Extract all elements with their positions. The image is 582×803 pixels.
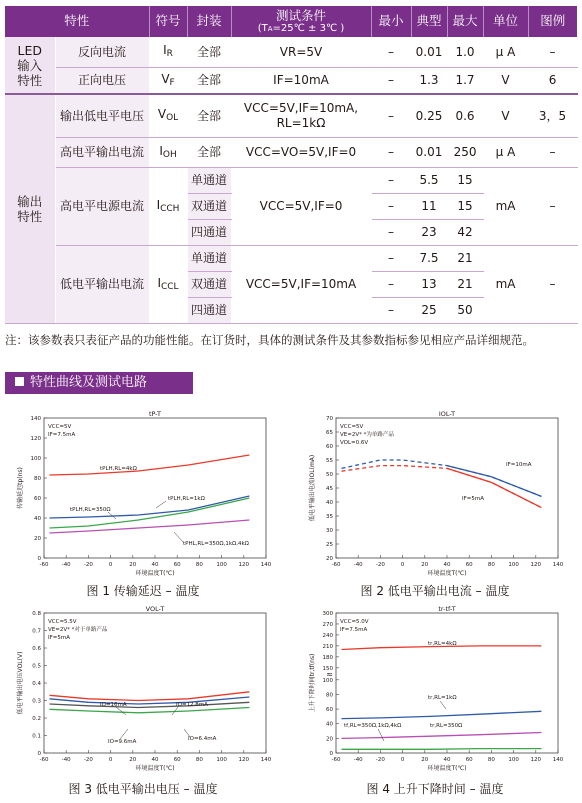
label-leader	[116, 707, 126, 715]
fig-cell: –	[528, 137, 577, 167]
fig-cell: –	[528, 245, 577, 323]
x-tick-label: -20	[83, 562, 93, 568]
x-tick-label: 40	[443, 757, 451, 763]
chart-title: tP-T	[148, 410, 162, 418]
series-label: tPHL,RL=350Ω,1kΩ,4kΩ	[183, 541, 249, 547]
x-tick-label: 20	[129, 562, 137, 568]
y-tick-label: 210	[322, 643, 333, 650]
chart-propagation-delay	[8, 408, 278, 580]
series-label: IF=5mA	[462, 496, 485, 502]
pkg-cell: 单通道	[187, 245, 231, 271]
y-tick-label: 60	[326, 707, 333, 714]
y-tick-label: 45	[326, 486, 333, 492]
y-tick-label: 65	[326, 430, 333, 436]
series-label: tPLH,RL=350Ω	[70, 507, 111, 513]
condition-label: IF=5mA	[48, 635, 71, 641]
y-tick-label: 30	[326, 528, 333, 534]
typ-cell: 13	[411, 271, 447, 297]
param-ioh: 高电平输出电流	[55, 137, 149, 167]
sym-vol: VOL	[149, 94, 187, 137]
chart-title: tr-tf-T	[438, 605, 456, 613]
x-tick-label: 80	[487, 757, 495, 763]
x-tick-label: 20	[421, 562, 429, 568]
chart-svg	[300, 408, 570, 580]
x-tick-label: 120	[530, 757, 542, 763]
x-tick-label: 120	[530, 562, 542, 568]
x-axis-label: 环境温度T(℃)	[427, 570, 467, 577]
x-tick-label: 60	[465, 757, 473, 763]
y-tick-label: 120	[30, 436, 41, 442]
header-symbol: 符号	[149, 6, 187, 37]
min-cell: –	[371, 67, 411, 94]
y-tick-label: 180	[322, 654, 333, 661]
series-label: tr,RL=4kΩ	[428, 641, 457, 647]
min-cell: –	[371, 137, 411, 167]
min-cell: –	[371, 193, 411, 219]
x-tick-label: 40	[151, 562, 159, 568]
sym-iccl: ICCL	[149, 245, 187, 323]
x-tick-label: 100	[216, 757, 227, 763]
header-conditions-sub: (TA=25℃ ± 3℃ )	[257, 22, 345, 34]
x-tick-label: -20	[375, 757, 385, 763]
param-icch: 高电平电源电流	[55, 167, 149, 245]
max-cell: 1.0	[447, 37, 483, 67]
y-tick-label: 0.1	[32, 733, 41, 740]
sym-ir: IR	[149, 37, 187, 67]
header-min: 最小	[371, 6, 411, 37]
section-banner	[5, 372, 193, 394]
max-cell: 15	[447, 167, 483, 193]
caption-fig1: 图 1 传输延迟 – 温度	[86, 584, 200, 598]
y-tick-label: 240	[322, 632, 333, 639]
max-cell: 21	[447, 245, 483, 271]
chart-svg	[8, 408, 278, 580]
plot-frame	[336, 613, 558, 753]
y-tick-label: 270	[322, 621, 333, 628]
caption-fig4: 图 4 上升下降时间 – 温度	[366, 782, 504, 796]
pkg-cell: 全部	[187, 37, 231, 67]
condition-label: VCC=5V	[340, 424, 364, 430]
y-tick-label: 0	[329, 751, 333, 757]
unit-cell: μ A	[483, 137, 528, 167]
label-leader	[156, 501, 166, 508]
caption-fig2: 图 2 低电平输出电流 – 温度	[360, 584, 510, 598]
series-label: tPLH,RL=1kΩ	[168, 496, 205, 502]
label-leader	[174, 532, 183, 542]
typ-cell: 11	[411, 193, 447, 219]
chart-low-level-output-voltage	[8, 603, 278, 775]
series-label: tPLH,RL=4kΩ	[100, 466, 137, 472]
typ-cell: 23	[411, 219, 447, 245]
x-tick-label: 120	[238, 757, 250, 763]
x-tick-label: 0	[400, 757, 405, 763]
max-cell: 21	[447, 271, 483, 297]
x-tick-label: 80	[195, 562, 203, 568]
pkg-cell: 双通道	[187, 271, 231, 297]
x-axis-label: 环境温度T(℃)	[135, 570, 175, 577]
series-label: IO=9.6mA	[108, 739, 137, 745]
condition-label: VCC=5V	[48, 424, 72, 430]
table-note: 注：该参数表只表征产品的功能性能。在订货时，具体的测试条件及其参数指标参见相应产品详细规范。	[5, 333, 534, 347]
y-tick-label: 80	[34, 476, 41, 482]
typ-cell: 0.01	[411, 137, 447, 167]
x-tick-label: 140	[552, 757, 564, 763]
pkg-cell: 四通道	[187, 297, 231, 323]
chart-svg	[300, 603, 570, 775]
x-tick-label: -40	[353, 757, 363, 763]
y-tick-label: 70	[326, 416, 333, 422]
min-cell: –	[371, 167, 411, 193]
x-tick-label: -60	[331, 562, 341, 568]
x-tick-label: 60	[173, 562, 181, 568]
series-label: tr,RL=1kΩ	[428, 695, 457, 701]
chart-svg	[8, 603, 278, 775]
condition-label: VOL=0.6V	[340, 440, 369, 446]
x-tick-label: -60	[39, 562, 49, 568]
plot-frame	[44, 613, 266, 753]
header-package: 封装	[187, 6, 231, 37]
max-cell: 42	[447, 219, 483, 245]
chart-title: IOL-T	[438, 410, 456, 418]
y-tick-label: 100	[30, 456, 41, 462]
x-tick-label: 120	[238, 562, 250, 568]
min-cell: –	[371, 271, 411, 297]
x-tick-label: 80	[195, 757, 203, 763]
x-tick-label: -20	[83, 757, 93, 763]
header-unit: 单位	[483, 6, 528, 37]
spec-table	[5, 6, 578, 324]
series-line	[342, 711, 542, 718]
x-tick-label: 80	[487, 562, 495, 568]
param-vol: 输出低电平电压	[55, 94, 149, 137]
x-axis-label: 环境温度T(℃)	[135, 765, 175, 772]
x-tick-label: -20	[375, 562, 385, 568]
unit-cell: mA	[483, 245, 528, 323]
x-tick-label: -40	[61, 562, 71, 568]
y-tick-label: 20	[326, 556, 333, 562]
y-tick-label: 0.8	[32, 611, 41, 617]
y-tick-label: 60	[34, 496, 41, 502]
header-conditions-title: 测试条件	[276, 7, 327, 23]
condition-label: VCC=5.5V	[48, 619, 77, 625]
condition-label: VE=2V* *对于单路产品	[48, 627, 108, 633]
max-cell: 50	[447, 297, 483, 323]
chart-low-level-output-current	[300, 408, 570, 580]
fig-cell: –	[528, 167, 577, 245]
y-tick-label: 55	[326, 458, 333, 464]
x-tick-label: 140	[552, 562, 564, 568]
y-tick-label: 25	[326, 542, 333, 548]
unit-cell: V	[483, 94, 528, 137]
sym-icch: ICCH	[149, 167, 187, 245]
section-title: 特性曲线及测试电路	[30, 375, 148, 390]
x-tick-label: -60	[39, 757, 49, 763]
cond-cell: IF=10mA	[231, 67, 371, 94]
y-tick-label: 150	[322, 665, 333, 672]
y-tick-label: 40	[326, 500, 333, 506]
y-tick-label: 20	[326, 736, 333, 743]
typ-cell: 7.5	[411, 245, 447, 271]
header-param: 特性	[5, 6, 149, 37]
fig-cell: 6	[528, 67, 577, 94]
x-tick-label: 0	[108, 562, 113, 568]
y-tick-label: 20	[34, 536, 41, 542]
y-tick-label: 0.4	[32, 681, 41, 687]
chart-rise-fall-time	[300, 603, 570, 775]
y-tick-label: 40	[34, 516, 41, 522]
y-tick-label: 80	[326, 692, 333, 699]
y-tick-label: 0.5	[32, 663, 41, 670]
series-line-solid	[447, 466, 541, 497]
max-cell: 0.6	[447, 94, 483, 137]
y-tick-label: 50	[326, 472, 333, 478]
series-label: IF=10mA	[506, 462, 532, 468]
x-tick-label: 100	[508, 757, 519, 763]
min-cell: –	[371, 245, 411, 271]
y-tick-label: 0	[37, 556, 41, 562]
condition-label: IF=7.5mA	[48, 432, 76, 438]
x-tick-label: 0	[108, 757, 113, 763]
cond-cell: VCC=VO=5V,IF=0	[231, 137, 371, 167]
series-label: IO=6.4mA	[188, 736, 217, 742]
y-axis-label: 上升下降时间tr,tf(ns)	[309, 653, 316, 713]
series-label: tr,RL=350Ω	[430, 723, 463, 729]
x-tick-label: -40	[61, 757, 71, 763]
max-cell: 250	[447, 137, 483, 167]
series-line	[342, 749, 542, 750]
y-tick-label: 0.3	[32, 698, 41, 705]
y-axis-label: 传输延迟tp(ns)	[17, 467, 24, 509]
x-tick-label: 20	[421, 757, 429, 763]
x-tick-label: -40	[353, 562, 363, 568]
cond-cell: VCC=5V,IF=0	[231, 167, 371, 245]
plot-frame	[336, 418, 558, 558]
group-led: LED 输入 特性	[5, 37, 55, 94]
y-tick-label: 100	[322, 677, 333, 684]
x-tick-label: 20	[129, 757, 137, 763]
min-cell: –	[371, 297, 411, 323]
header-figure: 图例	[528, 6, 577, 37]
pkg-cell: 全部	[187, 137, 231, 167]
typ-cell: 0.01	[411, 37, 447, 67]
y-tick-label: 0.6	[32, 646, 41, 652]
unit-cell: μ A	[483, 37, 528, 67]
y-axis-label: 低电平输出电流IOL(mA)	[309, 454, 316, 522]
param-iccl: 低电平输出电流	[55, 245, 149, 323]
header-typ: 典型	[411, 6, 447, 37]
header-conditions	[231, 6, 371, 37]
series-line	[342, 733, 542, 739]
y-tick-label: 0.2	[32, 716, 41, 722]
sym-ioh: IOH	[149, 137, 187, 167]
cond-cell: VCC=5V,IF=10mA, RL=1kΩ	[231, 94, 371, 137]
y-tick-label: 0.7	[32, 628, 41, 635]
y-tick-label: 60	[326, 444, 333, 450]
y-tick-label: 140	[30, 416, 41, 422]
label-leader	[378, 729, 384, 741]
pkg-cell: 双通道	[187, 193, 231, 219]
header-max: 最大	[447, 6, 483, 37]
unit-cell: mA	[483, 167, 528, 245]
series-line	[342, 466, 542, 508]
y-axis-label: 低电平输出电压VOL(V)	[17, 651, 24, 715]
x-tick-label: 40	[443, 562, 451, 568]
x-tick-label: 40	[151, 757, 159, 763]
x-tick-label: 100	[216, 562, 227, 568]
max-cell: 1.7	[447, 67, 483, 94]
caption-fig3: 图 3 低电平输出电压 – 温度	[68, 782, 218, 796]
y-tick-label: 35	[326, 514, 333, 520]
typ-cell: 1.3	[411, 67, 447, 94]
unit-cell: V	[483, 67, 528, 94]
x-axis-label: 环境温度T(℃)	[427, 765, 467, 772]
condition-label: IF=7.5mA	[340, 627, 368, 633]
fig-cell: 3，5	[528, 94, 577, 137]
label-leader	[184, 729, 190, 737]
typ-cell: 25	[411, 297, 447, 323]
min-cell: –	[371, 37, 411, 67]
square-icon	[15, 377, 24, 386]
pkg-cell: 全部	[187, 94, 231, 137]
y-tick-label: 0	[37, 751, 41, 757]
axis-break-icon: ≈	[326, 669, 333, 679]
cond-cell: VR=5V	[231, 37, 371, 67]
y-tick-label: 40	[326, 721, 333, 728]
x-tick-label: 100	[508, 562, 519, 568]
max-cell: 15	[447, 193, 483, 219]
series-label: tf,RL=350Ω,1kΩ,4kΩ	[344, 723, 402, 729]
x-tick-label: -60	[331, 757, 341, 763]
y-tick-label: 300	[322, 611, 333, 617]
group-output: 输出 特性	[5, 94, 55, 323]
param-forward-voltage: 正向电压	[55, 67, 149, 94]
pkg-cell: 全部	[187, 67, 231, 94]
typ-cell: 5.5	[411, 167, 447, 193]
fig-cell: –	[528, 37, 577, 67]
series-label: IO=12.8mA	[176, 702, 208, 708]
param-reverse-current: 反向电流	[55, 37, 149, 67]
x-tick-label: 60	[465, 562, 473, 568]
series-line	[50, 708, 250, 713]
series-line	[50, 455, 250, 475]
sym-vf: VF	[149, 67, 187, 94]
x-tick-label: 0	[400, 562, 405, 568]
condition-label: VCC=5.0V	[340, 619, 369, 625]
plot-frame	[44, 418, 266, 558]
pkg-cell: 单通道	[187, 167, 231, 193]
x-tick-label: 140	[260, 757, 272, 763]
cond-cell: VCC=5V,IF=10mA	[231, 245, 371, 323]
min-cell: –	[371, 219, 411, 245]
x-tick-label: 140	[260, 562, 272, 568]
pkg-cell: 四通道	[187, 219, 231, 245]
typ-cell: 0.25	[411, 94, 447, 137]
label-leader	[120, 729, 128, 739]
series-label: IO=16mA	[100, 702, 127, 708]
chart-title: VOL-T	[145, 605, 165, 613]
min-cell: –	[371, 94, 411, 137]
x-tick-label: 60	[173, 757, 181, 763]
condition-label: VE=2V* *为单路产品	[340, 432, 394, 438]
label-leader	[440, 701, 446, 709]
